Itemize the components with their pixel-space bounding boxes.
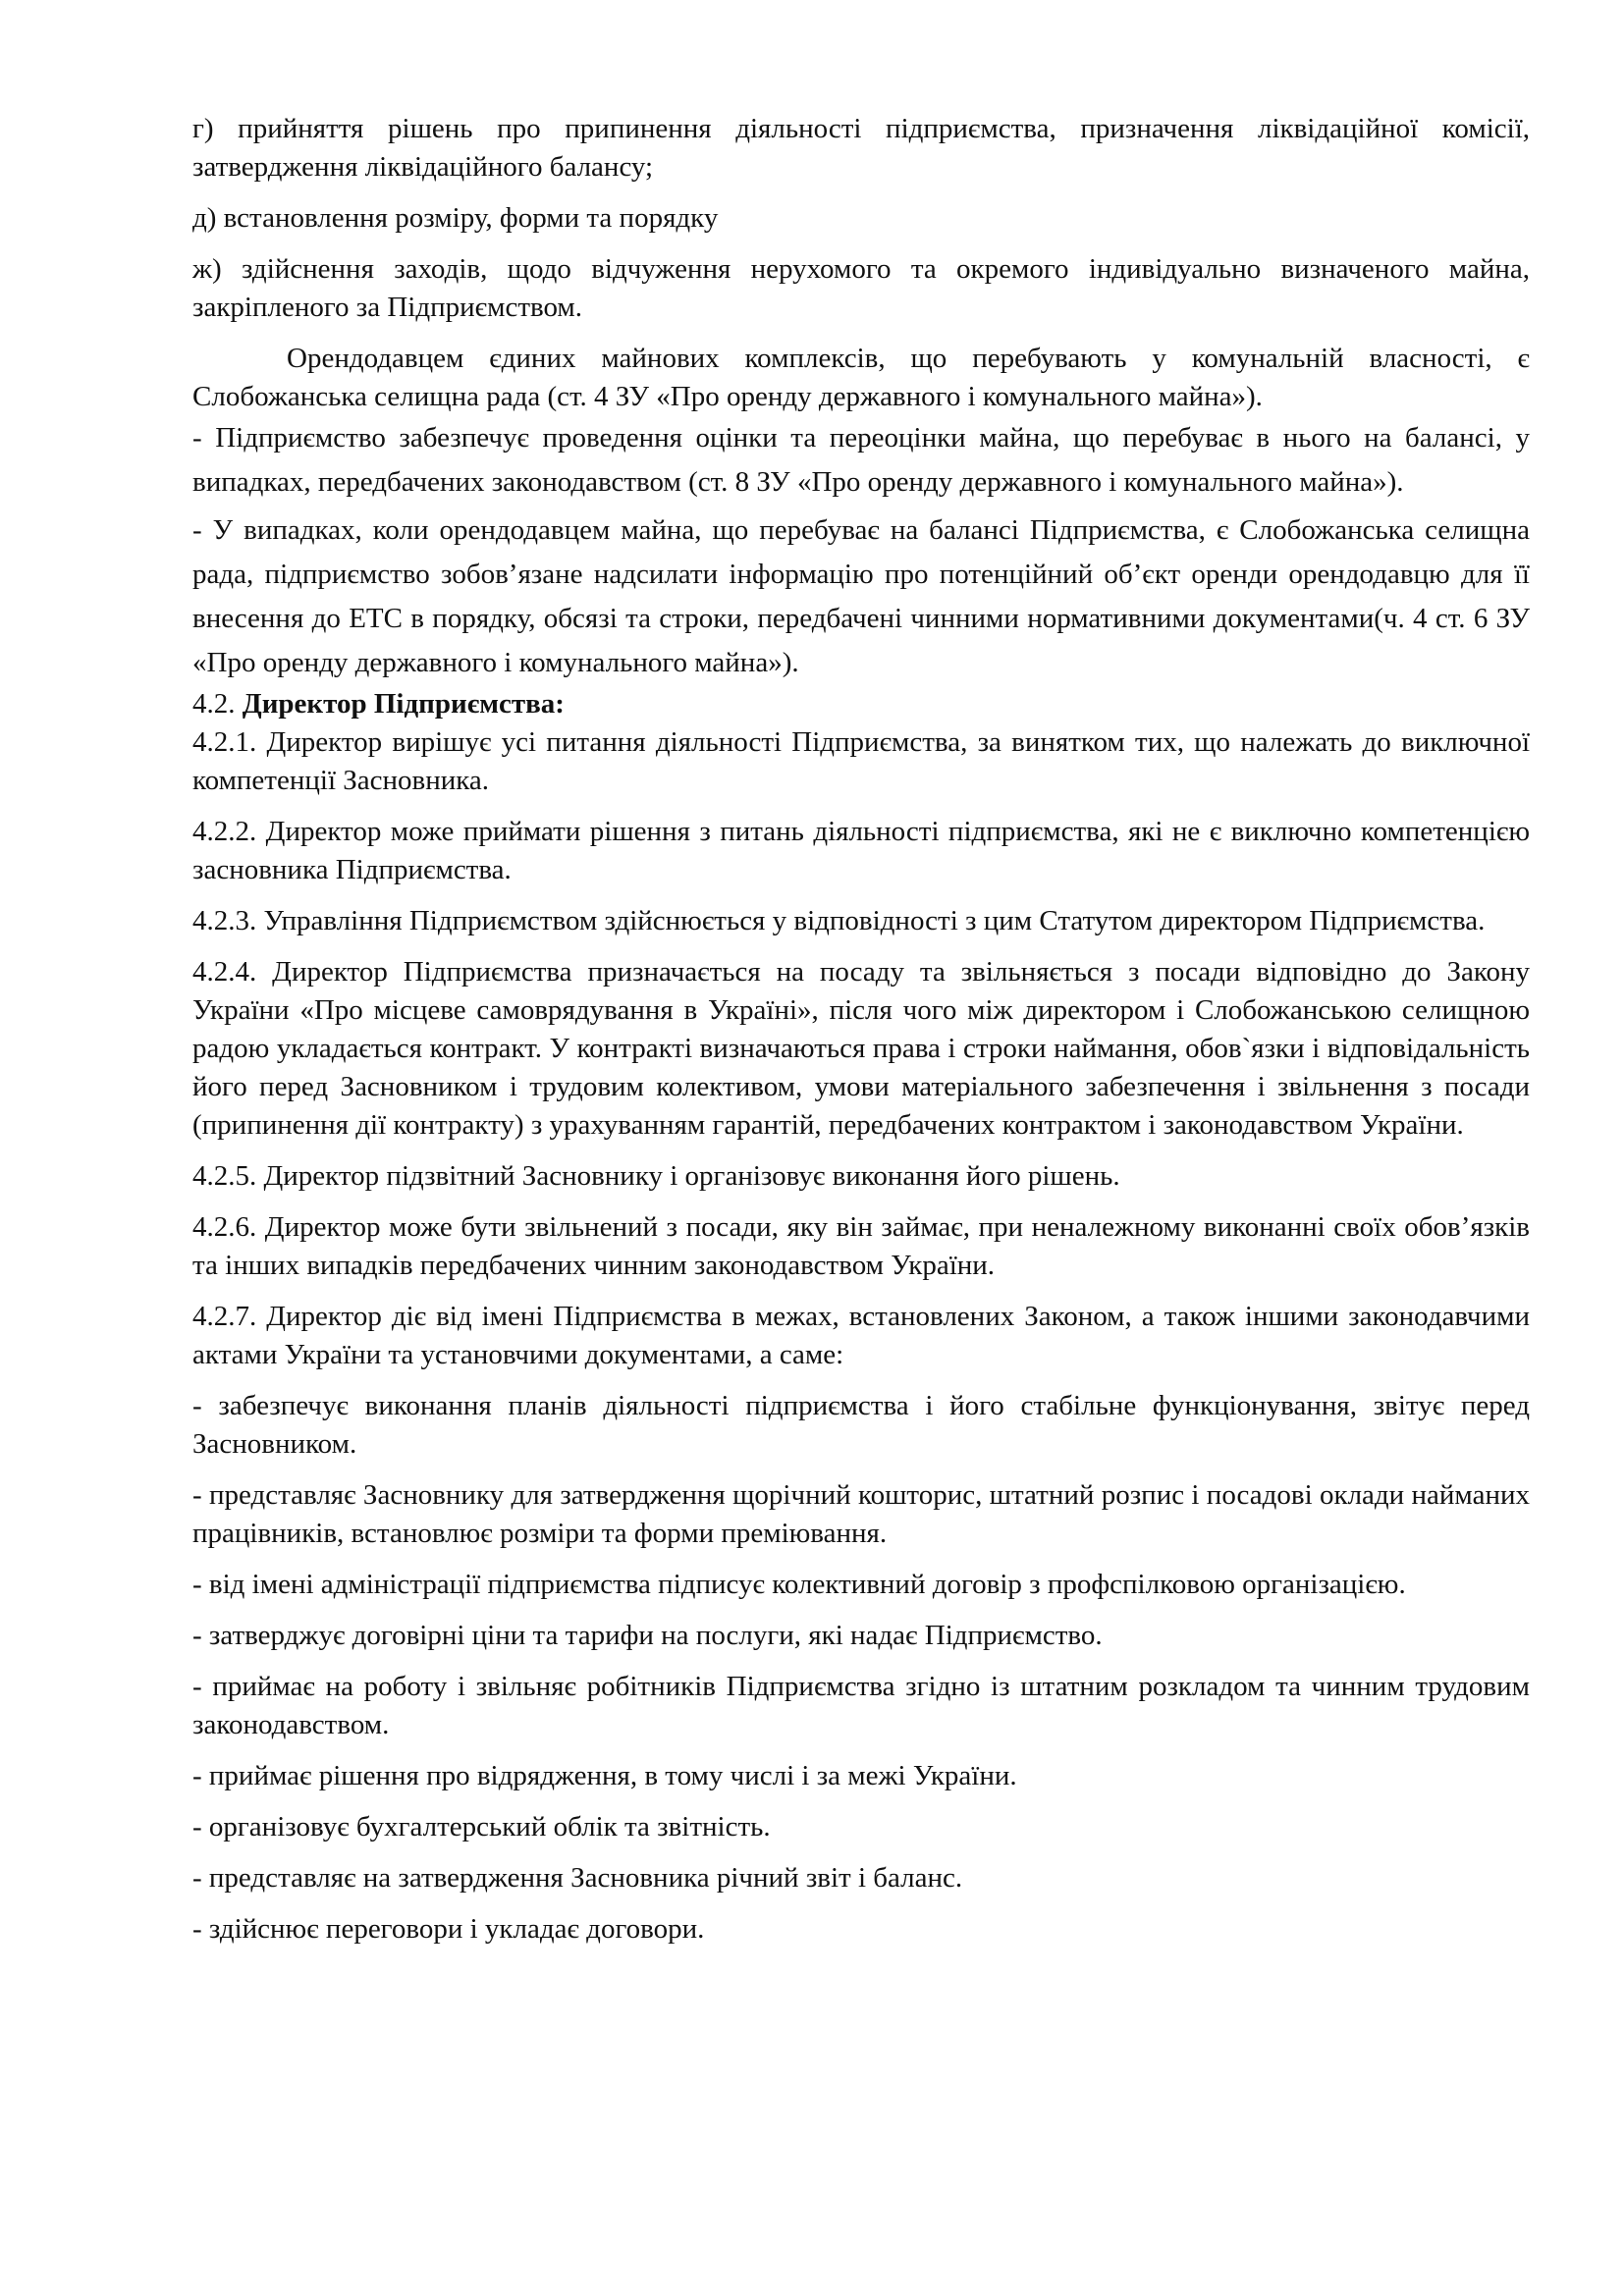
section-title: Директор Підприємства: xyxy=(242,688,565,720)
list-item-prices: - затверджує договірні ціни та тарифи на послуги, які надає Підприємство. xyxy=(192,1620,1103,1651)
paragraph-valuation: - Підприємство забезпечує проведення оцінки та переоцінки майна, що перебуває в нього на балансі, у випадках, передбачених законодавством (ст. 8 ЗУ «Про оренду державного і комунального майна»). xyxy=(192,422,1530,498)
paragraph-size-form-order: д) встановлення розміру, форми та порядку xyxy=(192,202,719,234)
paragraph-4-2-3: 4.2.3. Управління Підприємством здійснюється у відповідності з цим Статутом директором Підприємства. xyxy=(192,905,1486,936)
list-item-negotiations: - здійснює переговори і укладає договори. xyxy=(192,1913,705,1945)
list-item-plans: - забезпечує виконання планів діяльності підприємства і його стабільне функціонування, звітує перед Засновником. xyxy=(192,1390,1530,1460)
list-item-accounting: - організовує бухгалтерський облік та звітність. xyxy=(192,1811,771,1842)
paragraph-4-2-4: 4.2.4. Директор Підприємства призначається на посаду та звільняється з посади відповідно до Закону України «Про місцеве самоврядування в Україні», після чого між директором і Слобожанською селищною радою укладається контракт. У контракті визначаються права і строки наймання, обов`язки і відповідальність його перед Засновником і трудовим колективом, умови матеріального забезпечення і звільнення з посади (припинення дії контракту) з урахуванням гарантій, передбачених контрактом і законодавством України. xyxy=(192,956,1530,1141)
paragraph-4-2-2: 4.2.2. Директор може приймати рішення з питань діяльності підприємства, які не є виключно компетенцією засновника Підприємства. xyxy=(192,816,1530,885)
paragraph-4-2-1: 4.2.1. Директор вирішує усі питання діяльності Підприємства, за винятком тих, що належать до виключної компетенції Засновника. xyxy=(192,726,1530,796)
paragraph-4-2-5: 4.2.5. Директор підзвітний Засновнику і організовує виконання його рішень. xyxy=(192,1160,1120,1192)
list-item-annual-report: - представляє на затвердження Засновника річний звіт і баланс. xyxy=(192,1862,963,1894)
paragraph-ets-information: - У випадках, коли орендодавцем майна, що перебуває на балансі Підприємства, є Слобожанська селищна рада, підприємство зобов’язане надсилати інформацію про потенційний об’єкт оренди орендодавцю для її внесення до ЕТС в порядку, обсязі та строки, передбачені чинними нормативними документами(ч. 4 ст. 6 ЗУ «Про оренду державного і комунального майна»). xyxy=(192,514,1530,678)
section-number: 4.2. xyxy=(192,688,243,720)
paragraph-alienation: ж) здійснення заходів, щодо відчуження нерухомого та окремого індивідуально визначеного майна, закріпленого за Підприємством. xyxy=(192,253,1530,323)
paragraph-4-2-6: 4.2.6. Директор може бути звільнений з посади, яку він займає, при неналежному виконанні своїх обов’язків та інших випадків передбачених чинним законодавством України. xyxy=(192,1211,1530,1281)
list-item-budget: - представляє Засновнику для затвердження щорічний кошторис, штатний розпис і посадові оклади найманих працівників, встановлює розміри та форми преміювання. xyxy=(192,1479,1530,1549)
document-page xyxy=(192,110,1530,2269)
paragraph-liquidation: г) прийняття рішень про припинення діяльності підприємства, призначення ліквідаційної комісії, затвердження ліквідаційного балансу; xyxy=(192,113,1530,183)
list-item-hiring: - приймає на роботу і звільняє робітників Підприємства згідно із штатним розкладом та чинним трудовим законодавством. xyxy=(192,1671,1530,1740)
section-heading xyxy=(192,685,1530,723)
list-item-business-trips: - приймає рішення про відрядження, в тому числі і за межі України. xyxy=(192,1760,1017,1791)
list-item-collective-agreement: - від імені адміністрації підприємства підписує колективний договір з профспілковою організацією. xyxy=(192,1569,1406,1600)
paragraph-4-2-7: 4.2.7. Директор діє від імені Підприємства в межах, встановлених Законом, а також іншими законодавчими актами України та установчими документами, а саме: xyxy=(192,1301,1530,1370)
paragraph-lessor: Орендодавцем єдиних майнових комплексів, що перебувають у комунальній власності, є Слобожанська селищна рада (ст. 4 ЗУ «Про оренду державного і комунального майна»). xyxy=(192,343,1530,412)
